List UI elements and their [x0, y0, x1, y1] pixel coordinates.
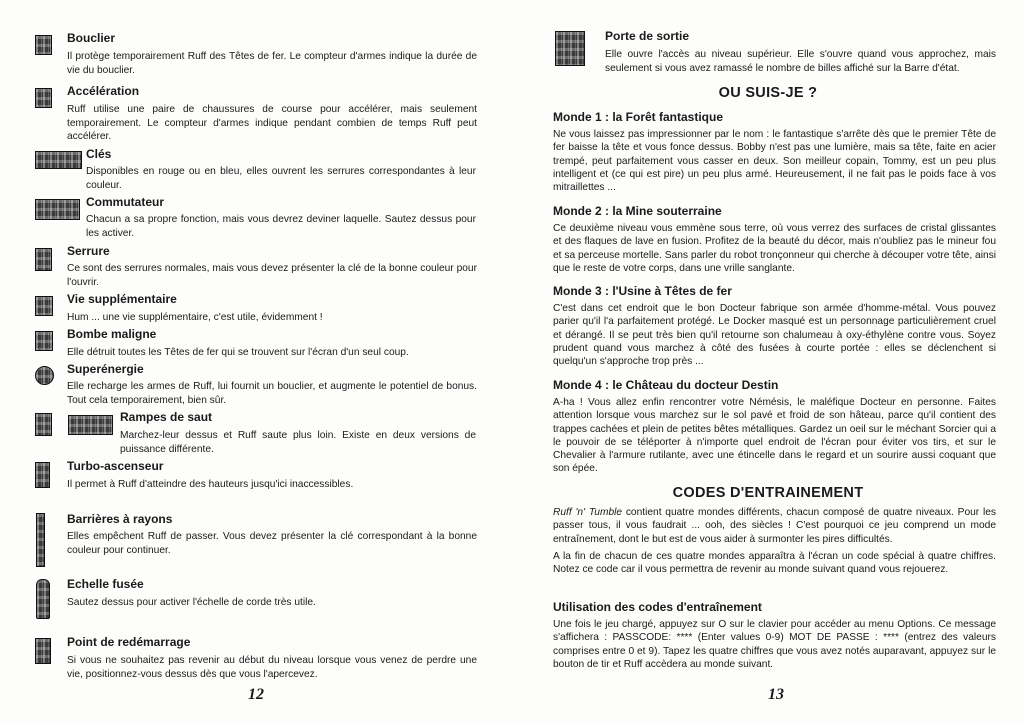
running-shoes-icon	[35, 88, 52, 108]
world-text: Ce deuxième niveau vous emmène sous terre, où vous verrez des surfaces de cristal glissantes et des flaques de lave en fusion. Profitez de la beauté du décor, mais n'oubliez pas le mineur fou et sa perceuse mortelle. Sans parler du robot tronçonneur qui cherche à découper votre tête, ainsi que le reste de votre corps, dans une vrille sanglante.	[553, 223, 996, 274]
usage-title: Utilisation des codes d'entraînement	[553, 600, 762, 614]
entry-title: Bombe maligne	[67, 327, 157, 341]
entry-text: Elles empêchent Ruff de passer. Vous devez présenter la clé correspondant à la bonne couleur pour continuer.	[67, 531, 477, 556]
entry-text: Disponibles en rouge ou en bleu, elles ouvrent les serrures correspondantes à leur couleur.	[86, 166, 476, 191]
entry-title: Accélération	[67, 84, 140, 98]
entry-text: Sautez dessus pour activer l'échelle de corde très utile.	[67, 597, 316, 608]
section-title: OU SUIS-JE ?	[718, 85, 818, 101]
codes-paragraph	[553, 506, 996, 546]
entry-title: Vie supplémentaire	[67, 292, 177, 306]
smart-bomb-icon	[35, 331, 53, 351]
entry-text: Elle recharge les armes de Ruff, lui fournit un bouclier, et augmente le potentiel de bonus. Tout cela temporairement, bien sûr.	[67, 381, 477, 406]
world-title: Monde 1 : la Forêt fantastique	[553, 110, 724, 124]
entry-text: Si vous ne souhaitez pas revenir au début du niveau lorsque vous venez de perdre une vie, positionnez-vous dessus dès que vous l'apercevez.	[67, 655, 477, 680]
world-title: Monde 4 : le Château du docteur Destin	[553, 378, 779, 392]
entry-text: Ruff utilise une paire de chaussures de course pour accélérer, mais seulement temporairement. Le compteur d'armes indique pendant combien de temps Ruff peut accélérer.	[67, 104, 477, 142]
entry-text: Ce sont des serrures normales, mais vous devez présenter la clé de la bonne couleur pour l'ouvrir.	[67, 263, 477, 288]
page-number: 12	[248, 686, 264, 703]
extra-life-icon	[35, 296, 53, 316]
entry-text: Hum ... une vie supplémentaire, c'est utile, évidemment !	[67, 312, 323, 323]
super-energy-icon	[35, 366, 54, 385]
entry-title: Bouclier	[67, 31, 116, 45]
entry-title: Turbo-ascenseur	[67, 459, 164, 473]
entry-title: Echelle fusée	[67, 577, 144, 591]
world-title: Monde 2 : la Mine souterraine	[553, 204, 722, 218]
page-number: 13	[768, 686, 784, 703]
turbo-lift-icon	[35, 462, 50, 488]
entry-title: Superénergie	[67, 362, 144, 376]
entry-title: Barrières à rayons	[67, 512, 173, 526]
entry-text: Marchez-leur dessus et Ruff saute plus loin. Existe en deux versions de puissance différente.	[120, 430, 476, 455]
ramp-icon	[68, 415, 113, 435]
restart-point-icon	[35, 638, 51, 664]
lock-icon	[35, 248, 52, 271]
entry-title: Porte de sortie	[605, 29, 690, 43]
keys-icon	[35, 151, 82, 169]
entry-title: Rampes de saut	[120, 410, 213, 424]
rocket-ladder-icon	[36, 579, 50, 619]
entry-title: Serrure	[67, 244, 110, 258]
ramp-icon	[35, 413, 52, 436]
entry-title: Point de redémarrage	[67, 635, 191, 649]
entry-title: Commutateur	[86, 195, 165, 209]
entry-text: Elle ouvre l'accès au niveau supérieur. Elle s'ouvre quand vous approchez, mais seulement si vous avez ramassé le nombre de billes affiché sur la Barre d'état.	[605, 49, 996, 74]
world-text: C'est dans cet endroit que le bon Docteur fabrique son armée d'homme-métal. Vous pouvez parier qu'il l'a parfaitement protégé. Le Docker masqué est un personnage particulièrement cruel et dérangé. Il se peut très bien qu'il retourne son chalumeau à oxy-éthylène contre vous. Soyez prudent quand vous marchez à côté des fusées à courte portée : elles se déclenchent si quelqu'un s'approche trop près ...	[553, 303, 996, 368]
world-text: Ne vous laissez pas impressionner par le nom : le fantastique s'arrête dès que le premier Tête de fer baisse la tête et vous fonce dessus. Bobby n'est pas une lumière, mais sa tête, faite en acier trempé, peut parfaitement vous casser en deux. Son meilleur copain, Tommy, est un peu plus intelligent et (ce qui est pire) un peu plus armé. Heureusement, il ne fait pas le poids face à vos mitraillettes ...	[553, 129, 996, 194]
section-title: CODES D'ENTRAINEMENT	[672, 485, 864, 501]
world-text: A-ha ! Vous allez enfin rencontrer votre Némésis, le maléfique Docteur en personne. Faites attention lorsque vous marchez sur le sol pavé et froid de son hâteau, parce qu'il contient des trappes cachées et plein de petites bêtes métalliques. Gardez un oeil sur le méchant Sorcier qui a le pouvoir de se téléporter à n'importe quel endroit de l'écran pour éviter vos tirs, et sur le Chevalier à l'armure rutilante, avec une étincelle dans le regard et un sourire aussi coquant que son épée.	[553, 397, 996, 475]
game-title: Ruff 'n' Tumble	[553, 507, 623, 518]
entry-text: Chacun a sa propre fonction, mais vous devrez deviner laquelle. Sautez dessus pour les activer.	[86, 214, 476, 239]
codes-text: contient quatre mondes différents, chacun composé de quatre niveaux. Pour les passer tous, il vous faudrait ... ooh, des siècles ! C'est pourquoi ce jeu comprend un mode entraînement, dont le but est de vous aider à surmonter les pires difficultés.	[553, 507, 996, 545]
entry-title: Clés	[86, 147, 112, 161]
world-title: Monde 3 : l'Usine à Têtes de fer	[553, 284, 732, 298]
shield-icon	[35, 35, 52, 55]
codes-paragraph: A la fin de chacun de ces quatre mondes apparaîtra à l'écran un code spécial à quatre chiffres. Notez ce code car il vous permettra de revenir au monde suivant quand vous rejouerez.	[553, 551, 996, 576]
ray-barrier-icon	[36, 513, 45, 567]
exit-door-icon	[555, 31, 585, 66]
entry-text: Il protège temporairement Ruff des Têtes de fer. Le compteur d'armes indique la durée de vie du bouclier.	[67, 51, 477, 76]
entry-text: Elle détruit toutes les Têtes de fer qui se trouvent sur l'écran d'un seul coup.	[67, 347, 409, 358]
entry-text: Il permet à Ruff d'atteindre des hauteurs jusqu'ici inaccessibles.	[67, 479, 354, 490]
usage-text: Une fois le jeu chargé, appuyez sur O sur le clavier pour accéder au menu Options. Ce message s'affichera : PASSCODE: **** (Enter values 0-9) MOT DE PASSE : **** (entrez des valeurs comprises entre 0 et 9). Tapez les quatre chiffres que vous avez notés auparavant, appuyez sur le bouton de tir et Ruff accèdera au monde suivant.	[553, 619, 996, 670]
switch-icon	[35, 199, 80, 220]
